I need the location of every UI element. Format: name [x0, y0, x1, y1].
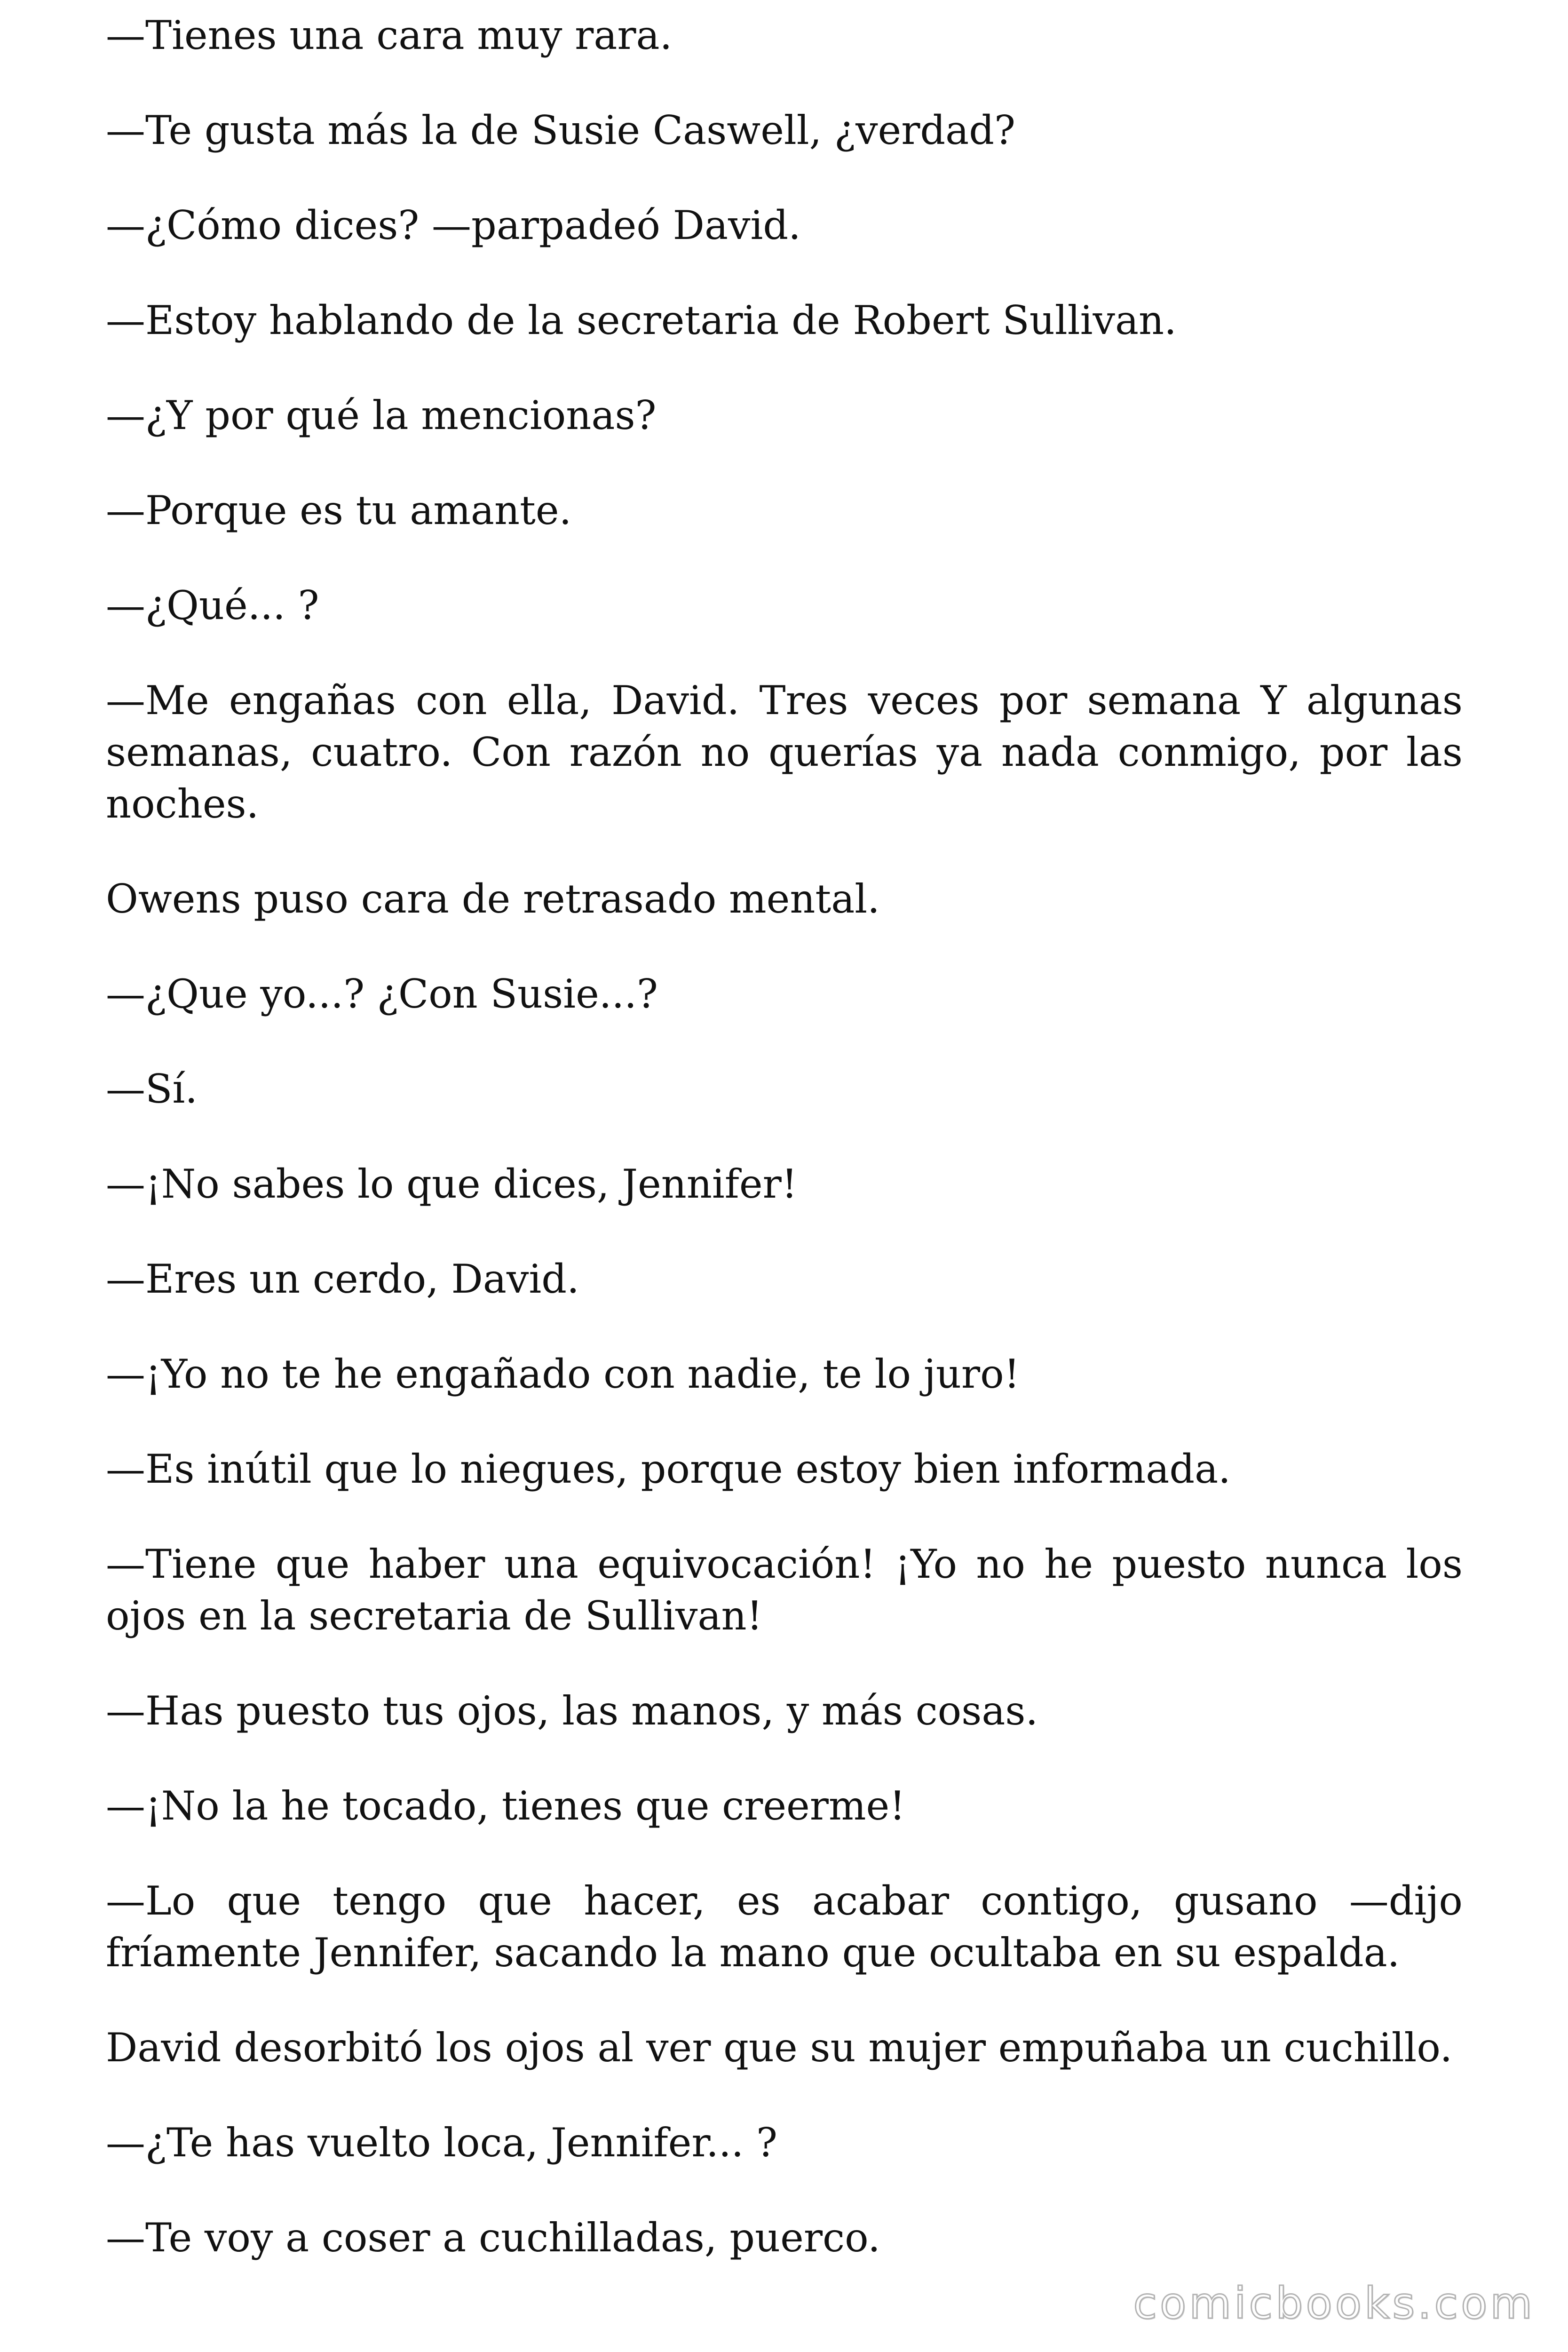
paragraph: —Has puesto tus ojos, las manos, y más cosas. [106, 1688, 1038, 1734]
text-column [106, 9, 1463, 2307]
paragraph: Owens puso cara de retrasado mental. [106, 876, 880, 922]
paragraph: —Lo que tengo que hacer, es acabar contigo, gusano —dijo fríamente Jennifer, sacando la mano que ocultaba en su espalda. [106, 1878, 1463, 1976]
paragraph: —Tiene que haber una equivocación! ¡Yo no he puesto nunca los ojos en la secretaria de Sullivan! [106, 1541, 1463, 1639]
paragraph: —Sí. [106, 1066, 198, 1112]
paragraph: —¿Te has vuelto loca, Jennifer... ? [106, 2120, 778, 2166]
paragraph: —Es inútil que lo niegues, porque estoy bien informada. [106, 1446, 1231, 1492]
paragraph: —¿Y por qué la mencionas? [106, 392, 657, 438]
paragraph: —Te gusta más la de Susie Caswell, ¿verdad? [106, 107, 1016, 153]
paragraph: —Porque es tu amante. [106, 487, 572, 533]
paragraph: —¡No la he tocado, tienes que creerme! [106, 1783, 906, 1829]
paragraph: —¡No sabes lo que dices, Jennifer! [106, 1161, 798, 1207]
watermark: comicbooks.com [1133, 2278, 1535, 2328]
paragraph: —Estoy hablando de la secretaria de Robert Sullivan. [106, 297, 1177, 343]
paragraph: —¿Qué... ? [106, 582, 319, 628]
paragraph: —¿Cómo dices? —parpadeó David. [106, 202, 801, 248]
paragraph: —Tienes una cara muy rara. [106, 12, 673, 58]
paragraph: —¡Yo no te he engañado con nadie, te lo juro! [106, 1351, 1020, 1397]
paragraph: David desorbitó los ojos al ver que su mujer empuñaba un cuchillo. [106, 2025, 1453, 2071]
paragraph: —Me engañas con ella, David. Tres veces por semana Y algunas semanas, cuatro. Con razón no querías ya nada conmigo, por las noches. [106, 677, 1463, 827]
paragraph: —Te voy a coser a cuchilladas, puerco. [106, 2215, 880, 2261]
paragraph: —Eres un cerdo, David. [106, 1256, 579, 1302]
paragraph: —¿Que yo...? ¿Con Susie...? [106, 971, 658, 1017]
